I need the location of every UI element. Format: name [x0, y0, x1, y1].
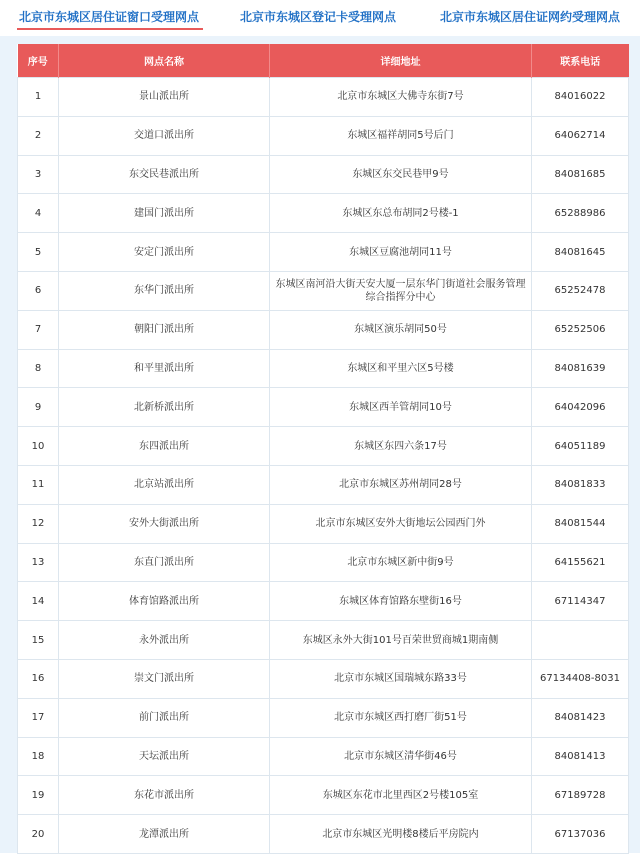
- address: 东城区体育馆路东壁街16号: [270, 582, 532, 621]
- station-name: 交道口派出所: [59, 116, 270, 155]
- table-row: [18, 659, 629, 698]
- row-index: 4: [18, 194, 59, 233]
- station-name: 体育馆路派出所: [59, 582, 270, 621]
- address: 北京市东城区苏州胡同28号: [270, 465, 532, 504]
- table-row: [18, 582, 629, 621]
- address: 东城区永外大街101号百荣世贸商城1期南侧: [270, 621, 532, 660]
- header-station-name: 网点名称: [59, 44, 270, 78]
- tab-bar: [0, 0, 640, 36]
- phone: 64155621: [532, 543, 629, 582]
- station-name: 崇文门派出所: [59, 659, 270, 698]
- table-row: [18, 233, 629, 272]
- table-row: [18, 194, 629, 233]
- phone: 65288986: [532, 194, 629, 233]
- phone: 67137036: [532, 815, 629, 854]
- address: 东城区演乐胡同50号: [270, 310, 532, 349]
- table-row: [18, 621, 629, 660]
- service-points-table: [17, 44, 629, 854]
- phone: 65252506: [532, 310, 629, 349]
- station-name: 前门派出所: [59, 698, 270, 737]
- table-row: [18, 815, 629, 854]
- phone: 84081423: [532, 698, 629, 737]
- phone: [532, 621, 629, 660]
- station-name: 建国门派出所: [59, 194, 270, 233]
- row-index: 7: [18, 310, 59, 349]
- address: 北京市东城区国瑞城东路33号: [270, 659, 532, 698]
- station-name: 东花市派出所: [59, 776, 270, 815]
- row-index: 14: [18, 582, 59, 621]
- row-index: 9: [18, 388, 59, 427]
- row-index: 5: [18, 233, 59, 272]
- content-panel: [0, 36, 640, 853]
- station-name: 永外派出所: [59, 621, 270, 660]
- address: 东城区福祥胡同5号后门: [270, 116, 532, 155]
- station-name: 朝阳门派出所: [59, 310, 270, 349]
- phone: 84081645: [532, 233, 629, 272]
- row-index: 12: [18, 504, 59, 543]
- row-index: 8: [18, 349, 59, 388]
- phone: 84081833: [532, 465, 629, 504]
- table-row: [18, 310, 629, 349]
- station-name: 景山派出所: [59, 78, 270, 117]
- address: 北京市东城区清华街46号: [270, 737, 532, 776]
- phone: 84081413: [532, 737, 629, 776]
- station-name: 北京站派出所: [59, 465, 270, 504]
- row-index: 18: [18, 737, 59, 776]
- address: 北京市东城区安外大街地坛公园西门外: [270, 504, 532, 543]
- address: 东城区东交民巷甲9号: [270, 155, 532, 194]
- table-row: [18, 698, 629, 737]
- tab-online-appointment-points[interactable]: 北京市东城区居住证网约受理网点: [440, 10, 621, 24]
- row-index: 20: [18, 815, 59, 854]
- table-row: [18, 349, 629, 388]
- table-row: [18, 388, 629, 427]
- row-index: 11: [18, 465, 59, 504]
- row-index: 16: [18, 659, 59, 698]
- table-row: [18, 504, 629, 543]
- station-name: 东交民巷派出所: [59, 155, 270, 194]
- header-address: 详细地址: [270, 44, 532, 78]
- phone: 64042096: [532, 388, 629, 427]
- table-row: [18, 465, 629, 504]
- row-index: 6: [18, 271, 59, 310]
- table-row: [18, 155, 629, 194]
- address: 北京市东城区新中街9号: [270, 543, 532, 582]
- station-name: 北新桥派出所: [59, 388, 270, 427]
- station-name: 东四派出所: [59, 427, 270, 466]
- address: 东城区东花市北里西区2号楼105室: [270, 776, 532, 815]
- address: 北京市东城区大佛寺东街7号: [270, 78, 532, 117]
- station-name: 东华门派出所: [59, 271, 270, 310]
- table-row: [18, 271, 629, 310]
- phone: 65252478: [532, 271, 629, 310]
- address: 东城区和平里六区5号楼: [270, 349, 532, 388]
- row-index: 3: [18, 155, 59, 194]
- table-row: [18, 776, 629, 815]
- row-index: 19: [18, 776, 59, 815]
- station-name: 龙潭派出所: [59, 815, 270, 854]
- row-index: 10: [18, 427, 59, 466]
- row-index: 13: [18, 543, 59, 582]
- phone: 67114347: [532, 582, 629, 621]
- address: 东城区南河沿大街天安大厦一层东华门街道社会服务管理综合指挥分中心: [270, 271, 532, 310]
- table-header-row: [18, 44, 629, 78]
- row-index: 2: [18, 116, 59, 155]
- station-name: 和平里派出所: [59, 349, 270, 388]
- phone: 64051189: [532, 427, 629, 466]
- phone: 67134408-8031: [532, 659, 629, 698]
- station-name: 天坛派出所: [59, 737, 270, 776]
- address: 北京市东城区西打磨厂街51号: [270, 698, 532, 737]
- address: 北京市东城区光明楼8楼后平房院内: [270, 815, 532, 854]
- table-row: [18, 78, 629, 117]
- phone: 84081685: [532, 155, 629, 194]
- address: 东城区豆腐池胡同11号: [270, 233, 532, 272]
- address: 东城区西羊管胡同10号: [270, 388, 532, 427]
- tab-window-service-points[interactable]: 北京市东城区居住证窗口受理网点: [19, 10, 200, 24]
- address: 东城区东四六条17号: [270, 427, 532, 466]
- table-row: [18, 427, 629, 466]
- phone: 84081544: [532, 504, 629, 543]
- phone: 84081639: [532, 349, 629, 388]
- phone: 67189728: [532, 776, 629, 815]
- station-name: 东直门派出所: [59, 543, 270, 582]
- station-name: 安外大街派出所: [59, 504, 270, 543]
- table-row: [18, 116, 629, 155]
- phone: 84016022: [532, 78, 629, 117]
- header-index: 序号: [18, 44, 59, 78]
- tab-registration-card-points[interactable]: 北京市东城区登记卡受理网点: [240, 10, 397, 24]
- phone: 64062714: [532, 116, 629, 155]
- table-row: [18, 543, 629, 582]
- station-name: 安定门派出所: [59, 233, 270, 272]
- row-index: 17: [18, 698, 59, 737]
- row-index: 1: [18, 78, 59, 117]
- table-row: [18, 737, 629, 776]
- header-phone: 联系电话: [532, 44, 629, 78]
- address: 东城区东总布胡同2号楼-1: [270, 194, 532, 233]
- active-tab-indicator: [17, 28, 203, 30]
- row-index: 15: [18, 621, 59, 660]
